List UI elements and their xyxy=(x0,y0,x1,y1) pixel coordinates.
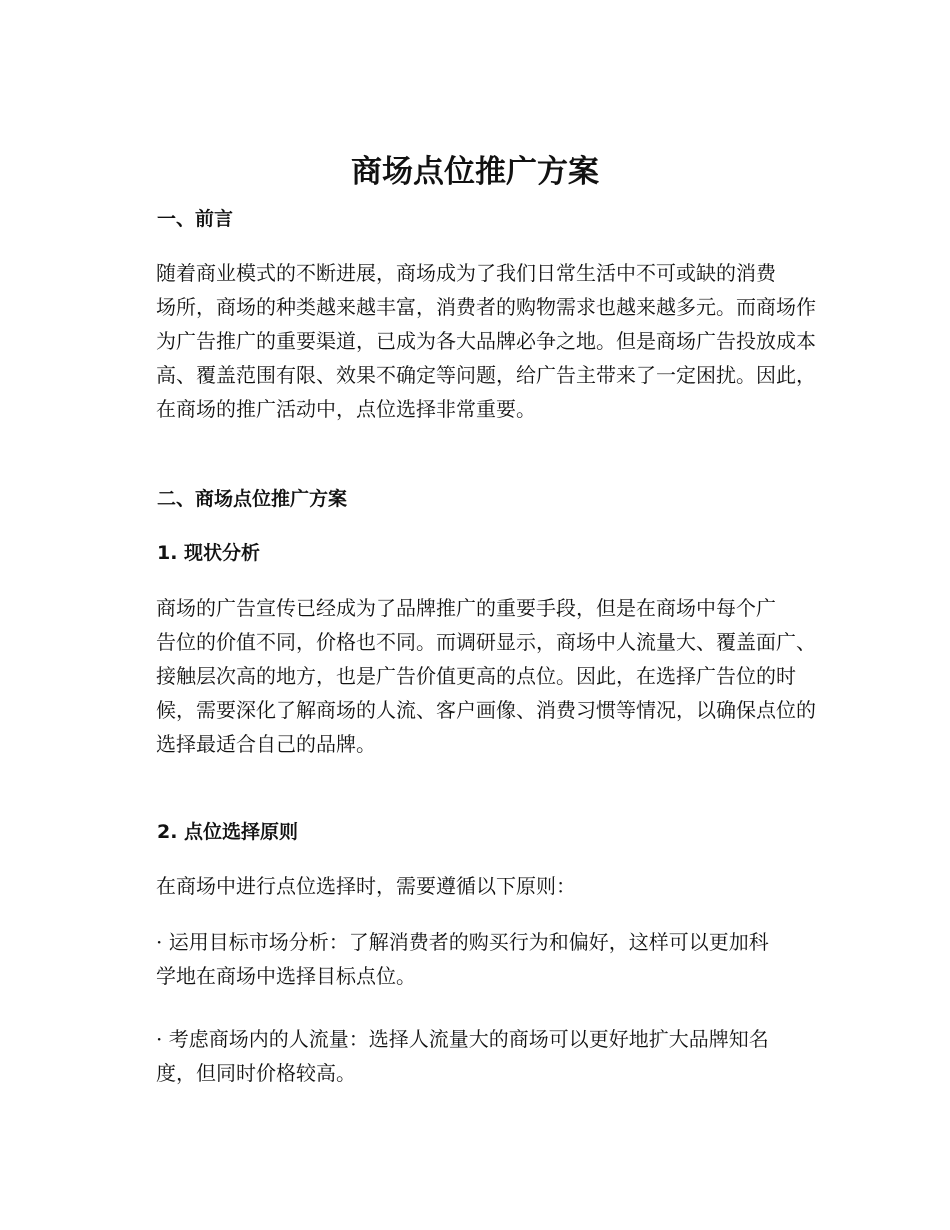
bullet-line: · 考虑商场内的人流量：选择人流量大的商场可以更好地扩大品牌知名 xyxy=(156,1027,769,1051)
bullet-target-market xyxy=(112,925,838,993)
bullet-foot-traffic xyxy=(112,1022,838,1090)
paragraph-line: 候，需要深化了解商场的人流、客户画像、消费习惯等情况，以确保点位的 xyxy=(156,698,816,722)
paragraph-line: 高、覆盖范围有限、效果不确定等问题，给广告主带来了一定困扰。因此， xyxy=(156,363,816,387)
paragraph-line: 在商场中进行点位选择时，需要遵循以下原则： xyxy=(156,874,576,898)
paragraph-line: 在商场的推广活动中，点位选择非常重要。 xyxy=(156,397,536,421)
subsection-heading-principles: 2. 点位选择原则 xyxy=(157,821,299,843)
paragraph-line: 为广告推广的重要渠道，已成为各大品牌必争之地。但是商场广告投放成本 xyxy=(156,329,816,353)
principles-intro xyxy=(112,869,838,903)
bullet-line: · 运用目标市场分析：了解消费者的购买行为和偏好，这样可以更加科 xyxy=(156,930,769,954)
paragraph-line: 接触层次高的地方，也是广告价值更高的点位。因此，在选择广告位的时 xyxy=(156,664,796,688)
document-title: 商场点位推广方案 xyxy=(351,154,599,190)
status-paragraph xyxy=(112,591,838,761)
bullet-line: 学地在商场中选择目标点位。 xyxy=(156,964,416,988)
section-heading-plan: 二、商场点位推广方案 xyxy=(157,488,348,510)
paragraph-line: 选择最适合自己的品牌。 xyxy=(156,732,376,756)
bullet-line: 度，但同时价格较高。 xyxy=(156,1061,356,1085)
paragraph-line: 商场的广告宣传已经成为了品牌推广的重要手段，但是在商场中每个广 xyxy=(156,596,776,620)
section-heading-intro: 一、前言 xyxy=(157,208,234,230)
intro-paragraph xyxy=(112,256,838,426)
paragraph-line: 随着商业模式的不断进展，商场成为了我们日常生活中不可或缺的消费 xyxy=(156,261,776,285)
paragraph-line: 告位的价值不同，价格也不同。而调研显示，商场中人流量大、覆盖面广、 xyxy=(156,630,816,654)
paragraph-line: 场所，商场的种类越来越丰富，消费者的购物需求也越来越多元。而商场作 xyxy=(156,295,816,319)
subsection-heading-status: 1. 现状分析 xyxy=(157,542,261,564)
